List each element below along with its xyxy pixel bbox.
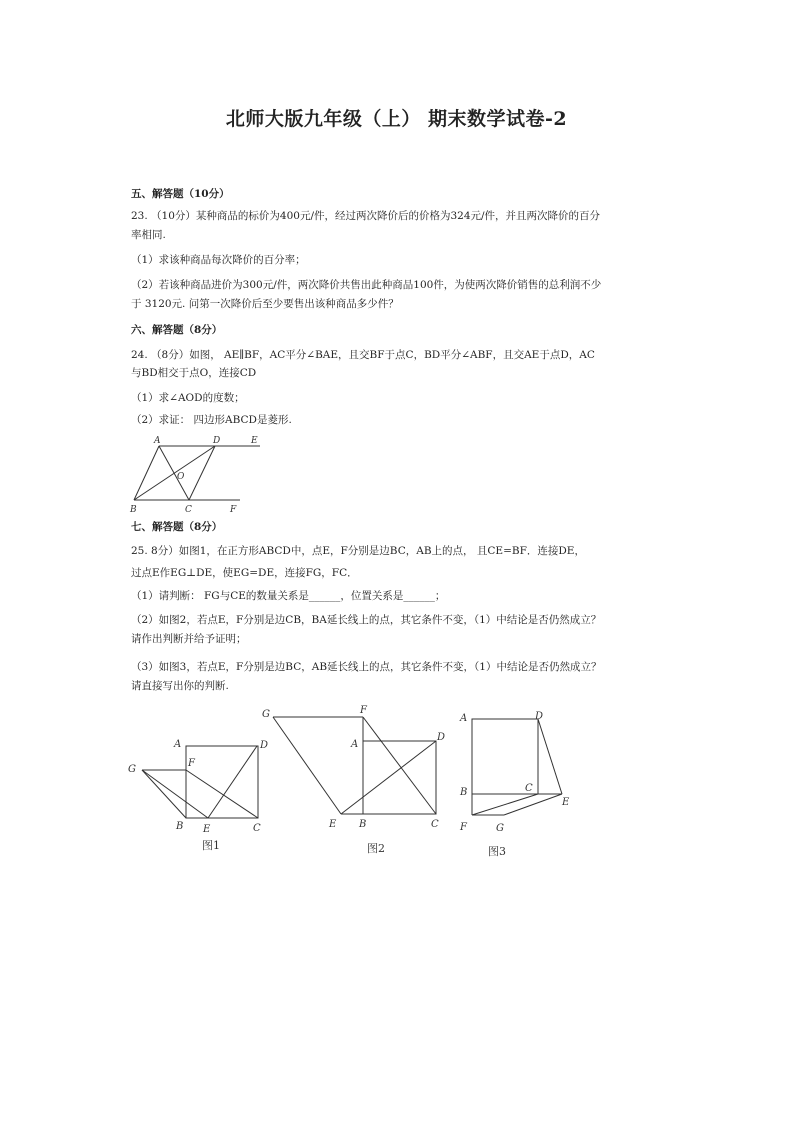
fig3-label-e: E bbox=[562, 797, 570, 808]
fig3-label-c: C bbox=[525, 783, 533, 794]
section-heading-7: 七、解答题（8分） bbox=[131, 521, 223, 533]
fig1-label-b: B bbox=[176, 821, 184, 832]
square-abcd bbox=[363, 741, 436, 814]
fig2-label-e: E bbox=[329, 819, 337, 830]
segment-bg bbox=[142, 770, 186, 818]
segment-de bbox=[208, 746, 257, 818]
q25-figure-3 bbox=[450, 705, 585, 863]
label-f: F bbox=[230, 505, 237, 515]
segment-de bbox=[538, 719, 562, 794]
fig2-label-f: F bbox=[360, 705, 367, 716]
q25-part3b: 请直接写出你的判断. bbox=[131, 680, 229, 692]
q25-line2: 过点E作EG⊥DE，使EG=DE，连接FG，FC． bbox=[131, 567, 358, 579]
fig1-label-e: E bbox=[203, 824, 211, 835]
q24-part1: （1）求∠AOD的度数； bbox=[131, 392, 245, 404]
q23-part1: （1）求该种商品每次降价的百分率； bbox=[131, 254, 306, 266]
label-d: D bbox=[213, 436, 221, 446]
fig2-label-b: B bbox=[359, 819, 367, 830]
label-e: E bbox=[251, 436, 258, 446]
fig1-label-d: D bbox=[260, 740, 269, 751]
segment-ge bbox=[273, 717, 341, 814]
q23-line2: 率相同. bbox=[131, 229, 166, 241]
q23-part2a: （2）若该种商品进价为300元/件，两次降价共售出此种商品100件，为使两次降价销售的总利润不少 bbox=[131, 279, 602, 291]
fig1-label-a: A bbox=[174, 739, 182, 750]
q24-figure bbox=[125, 432, 265, 518]
segment-fc bbox=[186, 770, 258, 818]
fig3-label-a: A bbox=[460, 713, 468, 724]
q23-part2b: 于 3120元. 问第一次降价后至少要售出该种商品多少件？ bbox=[131, 298, 399, 310]
q25-part2b: 请作出判断并给予证明； bbox=[131, 633, 247, 645]
label-b: B bbox=[130, 505, 137, 515]
segment-eg bbox=[142, 770, 208, 818]
page-title: 北师大版九年级（上） 期末数学试卷-2 bbox=[225, 108, 568, 130]
fig3-label-d: D bbox=[535, 711, 544, 722]
segment-ge bbox=[504, 794, 562, 815]
q24-line1: 24. （8分）如图， AE∥BF，AC平分∠BAE，且交BF于点C，BD平分∠ABF，且交AE于点D，AC bbox=[131, 349, 595, 361]
q25-part2a: （2）如图2，若点E，F分别是边CB，BA延长线上的点，其它条件不变，（1）中结论是否仍然成立？ bbox=[131, 614, 602, 626]
fig2-caption: 图2 bbox=[367, 842, 385, 855]
q25-part1: （1）请判断： FG与CE的数量关系是______，位置关系是______； bbox=[131, 590, 446, 602]
fig3-label-b: B bbox=[460, 787, 468, 798]
fig1-label-f: F bbox=[188, 758, 195, 769]
q25-part3a: （3）如图3，若点E，F分别是边BC，AB延长线上的点，其它条件不变，（1）中结论是否仍然成立？ bbox=[131, 661, 602, 673]
section-heading-6: 六、解答题（8分） bbox=[131, 324, 223, 336]
segment-fc bbox=[472, 794, 538, 815]
fig1-label-c: C bbox=[253, 823, 261, 834]
fig2-label-a: A bbox=[351, 739, 359, 750]
q25-figure-2 bbox=[255, 700, 455, 865]
fig2-label-c: C bbox=[431, 819, 439, 830]
fig1-caption: 图1 bbox=[202, 839, 220, 852]
q24-part2: （2）求证： 四边形ABCD是菱形. bbox=[131, 414, 292, 426]
square-abcd bbox=[186, 746, 258, 818]
section-heading-5: 五、解答题（10分） bbox=[131, 188, 230, 200]
fig1-label-g: G bbox=[128, 764, 136, 775]
fig3-caption: 图3 bbox=[488, 845, 506, 858]
segment-ed bbox=[341, 741, 436, 814]
fig3-label-g: G bbox=[496, 823, 504, 834]
q25-line1: 25. 8分）如图1，在正方形ABCD中，点E，F分别是边BC，AB上的点， 且CE=BF．连接DE， bbox=[131, 545, 585, 557]
fig2-label-g: G bbox=[262, 709, 270, 720]
q23-line1: 23. （10分）某种商品的标价为400元/件，经过两次降价后的价格为324元/件，并且两次降价的百分 bbox=[131, 210, 601, 222]
label-o: O bbox=[177, 472, 185, 482]
q24-line2: 与BD相交于点O，连接CD bbox=[131, 367, 257, 379]
fig2-label-d: D bbox=[437, 732, 446, 743]
label-c: C bbox=[185, 505, 192, 515]
label-a: A bbox=[154, 436, 161, 446]
fig3-label-f: F bbox=[460, 822, 467, 833]
segment-fc bbox=[363, 717, 436, 814]
